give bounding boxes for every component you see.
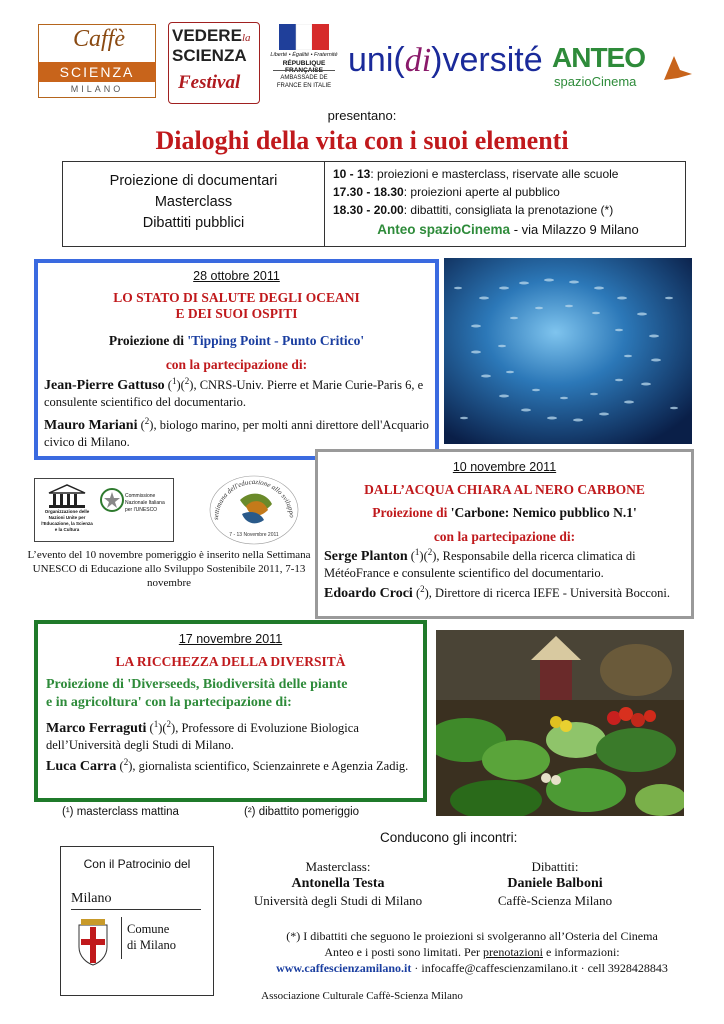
dibattiti-affiliation: Caffè-Scienza Milano bbox=[497, 893, 613, 908]
masterclass-affiliation: Università degli Studi di Milano bbox=[253, 893, 423, 908]
patrocinio-label: Con il Patrocinio del bbox=[83, 857, 191, 871]
univ-logo-part-c: versité bbox=[442, 41, 543, 79]
masterclass-name: Antonella Testa bbox=[291, 876, 385, 891]
unesco-org-text: Organizzazione delle Nazioni Unite per l'Educazione, la Scienza e la Cultura bbox=[41, 509, 93, 532]
schedule-row: 17.30 - 18.30: proiezioni aperte al pubblico bbox=[333, 185, 560, 199]
comune-di-milano-text: Comune di Milano bbox=[127, 922, 176, 952]
vedere-logo-la: la bbox=[242, 32, 251, 44]
event-projection: Proiezione di 'Tipping Point - Punto Critico' bbox=[108, 333, 365, 348]
masterclass-heading: Masterclass: bbox=[305, 859, 371, 874]
vedere-logo-line2: SCIENZA bbox=[172, 46, 247, 65]
event-title: LO STATO DI SALUTE DEGLI OCEANI E DEI SUOI OSPITI bbox=[113, 290, 360, 321]
conducono-heading: Conducono gli incontri: bbox=[380, 830, 518, 845]
event-date: 17 novembre 2011 bbox=[178, 632, 283, 646]
venue-address: - via Milazzo 9 Milano bbox=[510, 222, 639, 237]
event-title: DALL’ACQUA CHIARA AL NERO CARBONE bbox=[364, 482, 645, 497]
event-projection: Proiezione di 'Diverseeds, Biodiversità delle piante e in agricoltura' con la partecipazione di: bbox=[46, 677, 348, 710]
event-box-10-novembre bbox=[315, 449, 694, 619]
speaker-planton: Serge Planton ($^1$)($^2$), Responsabile della ricerca climatica di MétéoFrance e consulente scientifico del documentario. bbox=[324, 546, 636, 580]
vedere-logo-line1: VEDERE bbox=[172, 26, 242, 45]
anteo-spaziocinema-logo bbox=[550, 38, 695, 94]
program-type-item: Proiezione di documentari bbox=[109, 173, 278, 189]
dibattiti-conductor bbox=[465, 858, 645, 909]
event-date: 28 ottobre 2011 bbox=[193, 269, 280, 283]
website-link[interactable]: www.caffescienzamilano.it bbox=[276, 961, 412, 975]
presentano-label: presentano: bbox=[327, 108, 397, 123]
anteo-star-icon bbox=[660, 52, 694, 82]
note-dibattito: (²) dibattito pomeriggio bbox=[244, 806, 360, 818]
event-box-17-novembre bbox=[34, 620, 427, 802]
dibattiti-name: Daniele Balboni bbox=[507, 876, 603, 891]
participation-label: con la partecipazione di: bbox=[165, 357, 308, 372]
event-title: LA RICCHEZZA DELLA DIVERSITÀ bbox=[115, 654, 346, 669]
program-box bbox=[62, 161, 686, 247]
vedere-logo-festival: Festival bbox=[178, 72, 241, 93]
booking-footnote: (*) I dibattiti che seguono le proiezioni si svolgeranno all’Osteria del Cinema Anteo e i posti sono limitati. Per prenotazioni e informazioni: www.caffescienzamilano.it · infocaffe@caffescienzamilano.it · cell 3928428843 bbox=[276, 929, 668, 975]
ambassade-motto: Liberté • Égalité • Fraternité bbox=[270, 52, 338, 58]
footer-association: Associazione Culturale Caffè-Scienza Milano bbox=[261, 990, 463, 1002]
univ-logo-part-a: uni bbox=[348, 41, 394, 79]
vegetable-market-photo bbox=[436, 630, 684, 816]
program-type-item: Dibattiti pubblici bbox=[142, 215, 245, 231]
settimana-dates: 7 - 13 Novembre 2011 bbox=[229, 532, 279, 538]
film-title: 'Tipping Point - Punto Critico' bbox=[187, 333, 365, 348]
anteo-logo-name: ANTEO bbox=[552, 42, 645, 73]
caffe-scienza-logo bbox=[38, 24, 156, 98]
milano-word: Milano bbox=[71, 891, 112, 906]
vedere-la-scienza-logo bbox=[168, 22, 260, 104]
speaker-gattuso: Jean-Pierre Gattuso ($^1$)($^2$), CNRS-Univ. Pierre et Marie Curie-Paris 6, e consulente scientifico del documentario. bbox=[44, 375, 424, 409]
unesco-commission-logo bbox=[34, 478, 174, 542]
settimana-arc-text: settimana dell'educazione allo sviluppo bbox=[211, 477, 296, 521]
note-masterclass: (¹) masterclass mattina bbox=[62, 806, 179, 818]
ambassade-france-logo bbox=[265, 24, 343, 94]
event-projection: Proiezione di 'Carbone: Nemico pubblico N.1' bbox=[372, 505, 637, 520]
event-date: 10 novembre 2011 bbox=[452, 460, 557, 474]
program-types bbox=[63, 162, 325, 246]
settimana-educazione-logo bbox=[206, 470, 302, 546]
schedule-row: 10 - 13: proiezioni e masterclass, riservate alle scuole bbox=[333, 167, 619, 181]
unesco-temple-icon bbox=[47, 483, 87, 509]
page-title: Dialoghi della vita con i suoi elementi bbox=[155, 126, 569, 155]
caffe-logo-city: MILANO bbox=[70, 84, 124, 94]
italy-emblem-icon bbox=[99, 487, 125, 513]
anteo-logo-sub: spazioCinema bbox=[554, 74, 637, 89]
venue-name: Anteo spazioCinema bbox=[377, 222, 511, 237]
participation-label: con la partecipazione di: bbox=[433, 529, 576, 544]
prenotazioni-text: prenotazioni bbox=[483, 945, 543, 959]
milano-crest-icon bbox=[73, 917, 113, 967]
program-type-item: Masterclass bbox=[154, 194, 233, 210]
french-flag-icon bbox=[279, 24, 329, 50]
unesco-commission-text: Commissione Nazionale Italiana per l'UNESCO bbox=[125, 493, 165, 513]
speaker-croci: Edoardo Croci ($^2$), Direttore di ricerca IEFE - Università Bocconi. bbox=[324, 583, 671, 601]
fish-school-photo bbox=[444, 258, 692, 444]
program-schedule bbox=[333, 165, 683, 239]
venue bbox=[333, 221, 683, 239]
speaker-carra: Luca Carra ($^2$), giornalista scientifico, Scienzainrete e Agenzia Zadig. bbox=[46, 756, 409, 774]
caffe-logo-text: Caffè bbox=[73, 26, 125, 52]
univ-logo-part-b: di bbox=[404, 42, 432, 79]
speaker-mariani: Mauro Mariani ($^2$), biologo marino, per molti anni direttore dell'Acquario civico di Milano. bbox=[44, 415, 429, 449]
masterclass-conductor bbox=[248, 858, 428, 909]
universite-logo: uni(di)versité bbox=[348, 41, 543, 79]
event-box-28-ottobre bbox=[34, 259, 439, 460]
speaker-ferraguti: Marco Ferraguti ($^1$)($^2$), Professore di Evoluzione Biologica dell’Università degli Studi di Milano. bbox=[46, 718, 359, 752]
dibattiti-heading: Dibattiti: bbox=[531, 859, 579, 874]
patrocinio-box bbox=[60, 846, 214, 996]
caffe-logo-band: SCIENZA bbox=[38, 62, 156, 82]
ambassade-republique: RÉPUBLIQUE FRANÇAISE bbox=[282, 60, 326, 74]
unesco-caption: L’evento del 10 novembre pomeriggio è inserito nella Settimana UNESCO di Educazione allo Sviluppo Sostenibile 2011, 7-13 novembre bbox=[27, 549, 311, 589]
ambassade-name: AMBASSADE DE FRANCE EN ITALIE bbox=[276, 75, 332, 89]
schedule-row: 18.30 - 20.00: dibattiti, consigliata la prenotazione (*) bbox=[333, 203, 614, 217]
film-title: 'Carbone: Nemico pubblico N.1' bbox=[450, 505, 637, 520]
contact-info: · infocaffe@caffescienzamilano.it · cell 3928428843 bbox=[411, 961, 668, 975]
